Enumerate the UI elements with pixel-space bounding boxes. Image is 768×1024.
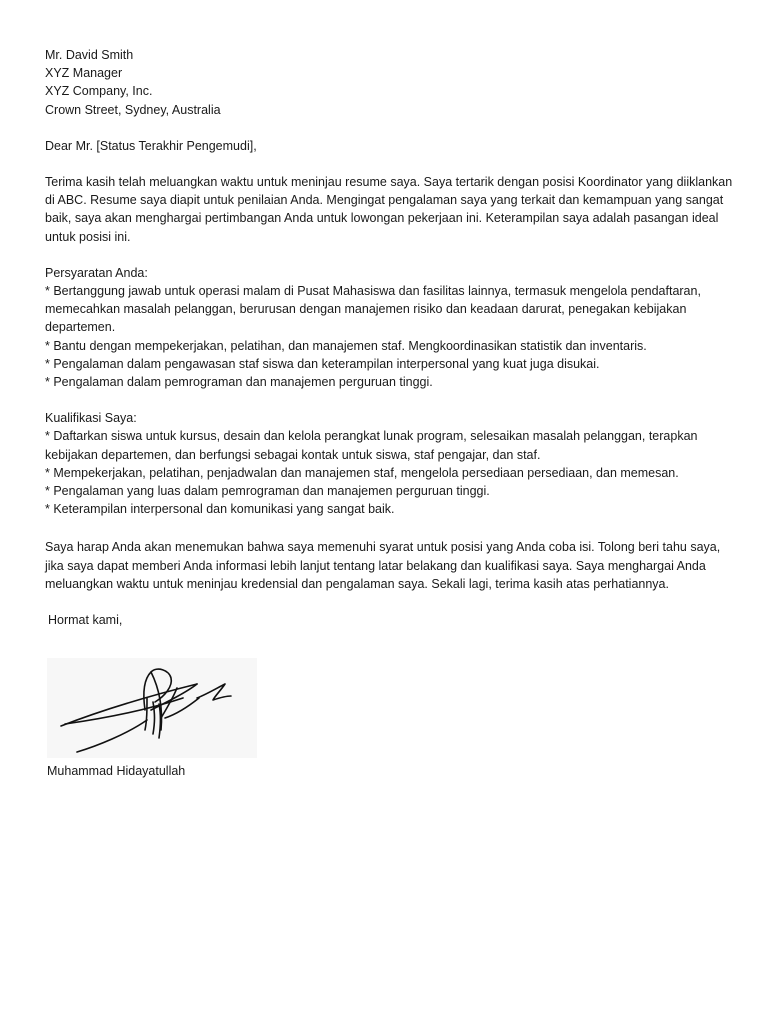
recipient-title: XYZ Manager [45, 66, 123, 81]
qualifications-heading: Kualifikasi Saya: [45, 411, 137, 426]
list-item: * Pengalaman dalam pemrograman dan manajemen perguruan tinggi. [45, 375, 433, 390]
signer-name: Muhammad Hidayatullah [47, 764, 186, 778]
handwritten-signature [47, 658, 257, 758]
requirements-list [45, 282, 735, 391]
qualifications-section [45, 409, 735, 518]
list-item: departemen. [45, 320, 116, 335]
requirements-heading: Persyaratan Anda: [45, 265, 148, 280]
list-item: * Daftarkan siswa untuk kursus, desain dan kelola perangkat lunak program, selesaikan masalah pelanggan, terapkan [45, 429, 698, 444]
list-item: * Keterampilan interpersonal dan komunikasi yang sangat baik. [45, 502, 395, 517]
salutation: Dear Mr. [Status Terakhir Pengemudi], [45, 138, 257, 153]
sign-off: Hormat kami, [48, 613, 123, 628]
closing-line: Saya harap Anda akan menemukan bahwa saya memenuhi syarat untuk posisi yang Anda coba isi. Tolong beri tahu saya, [45, 540, 721, 555]
recipient-company: XYZ Company, Inc. [45, 84, 153, 99]
recipient-name: Mr. David Smith [45, 48, 134, 62]
recipient-street: Crown Street, Sydney, Australia [45, 102, 221, 117]
letter-body [45, 46, 735, 629]
signature-drawing [47, 658, 257, 758]
list-item: * Pengalaman yang luas dalam pemrograman dan manajemen perguruan tinggi. [45, 484, 490, 499]
intro-line: baik, saya akan menghargai pertimbangan Anda untuk lowongan pekerjaan ini. Keterampilan saya adalah pasangan ideal [45, 211, 719, 226]
closing-line: jika saya dapat memberi Anda informasi lebih lanjut tentang latar belakang dan kualifikasi saya. Saya menghargai Anda [45, 558, 706, 573]
closing-line: meluangkan waktu untuk meninjau kredensial dan pengalaman saya. Sekali lagi, terima kasih atas perhatiannya. [45, 576, 669, 591]
qualifications-list [45, 427, 735, 518]
list-item: * Mempekerjakan, pelatihan, penjadwalan dan manajemen staf, mengelola persediaan persediaan, dan memesan. [45, 465, 679, 480]
list-item: * Bantu dengan mempekerjakan, pelatihan, dan manajemen staf. Mengkoordinasikan statistik dan inventaris. [45, 338, 647, 353]
list-item: * Bertanggung jawab untuk operasi malam di Pusat Mahasiswa dan fasilitas lainnya, termasuk mengelola pendaftaran, [45, 284, 701, 299]
list-item: kebijakan departemen, dan berfungsi sebagai kontak untuk siswa, staf pengajar, dan staf. [45, 447, 541, 462]
list-item: memecahkan masalah pelanggan, berurusan dengan manajemen risiko dan keadaan darurat, penegakan kebijakan [45, 302, 687, 317]
requirements-section [45, 264, 735, 391]
recipient-address [45, 46, 735, 119]
intro-line: untuk posisi ini. [45, 229, 131, 244]
list-item: * Pengalaman dalam pengawasan staf siswa dan keterampilan interpersonal yang kuat juga disukai. [45, 356, 600, 371]
closing-paragraph [45, 538, 735, 593]
intro-line: di ABC. Resume saya diapit untuk penilaian Anda. Mengingat pengalaman saya yang terkait dan kemampuan yang sangat [45, 193, 724, 208]
intro-paragraph [45, 173, 735, 246]
intro-line: Terima kasih telah meluangkan waktu untuk meninjau resume saya. Saya tertarik dengan posisi Koordinator yang diiklankan [45, 175, 733, 190]
